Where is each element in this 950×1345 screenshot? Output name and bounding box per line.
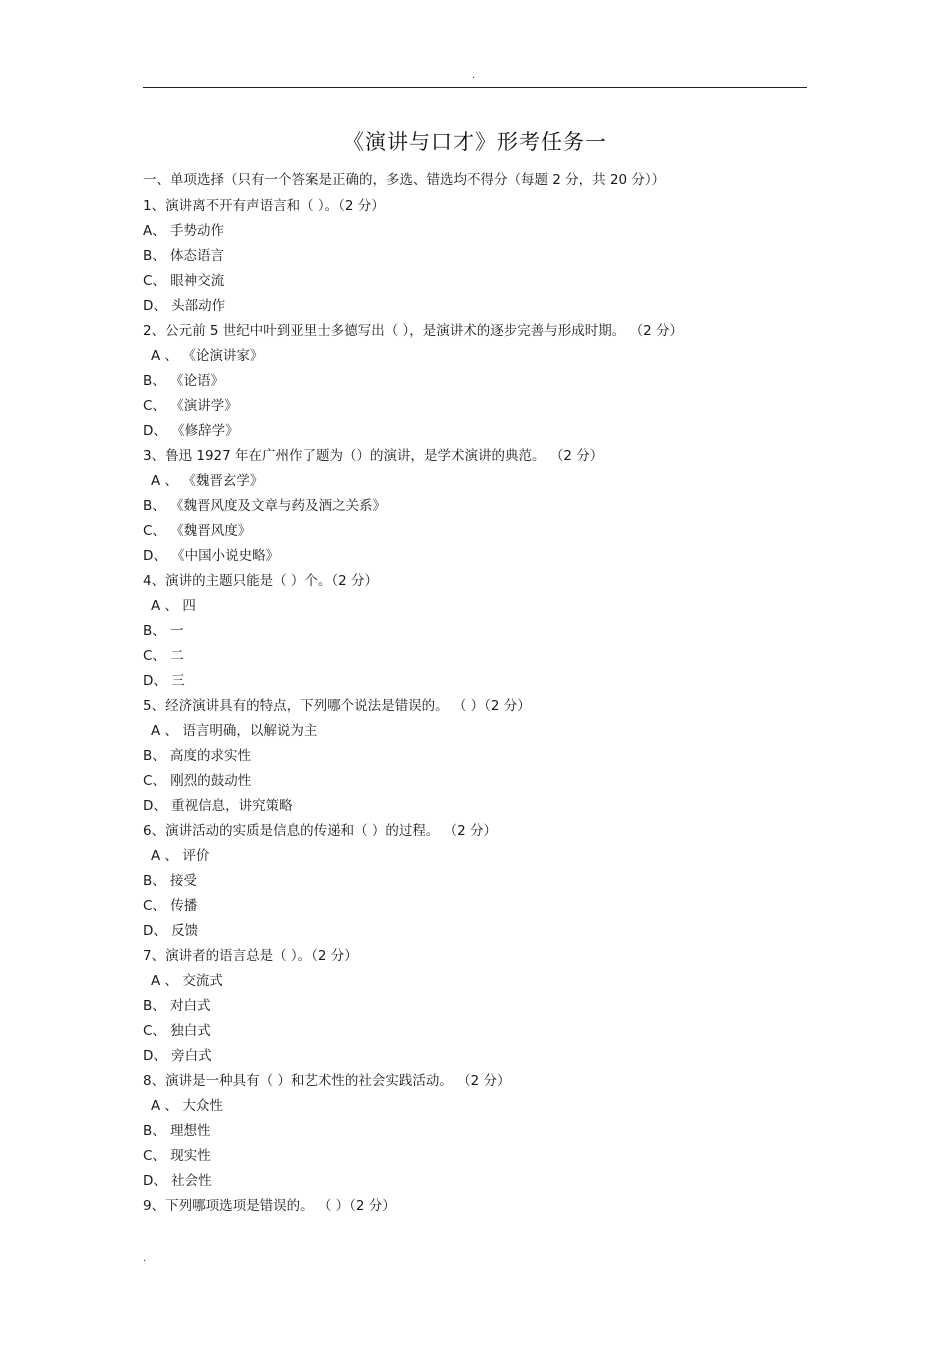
answer-option: D、 三 (143, 673, 185, 689)
question-stem: 5、经济演讲具有的特点，下列哪个说法是错误的。 （ ）（2 分） (143, 698, 531, 714)
answer-option: C、 现实性 (143, 1148, 211, 1164)
answer-option: B、 一 (143, 623, 184, 639)
answer-option: C、 独白式 (143, 1023, 211, 1039)
answer-option: C、 《演讲学》 (143, 398, 238, 414)
answer-option: B、 接受 (143, 873, 198, 889)
answer-option: B、 体态语言 (143, 248, 225, 264)
question-list (143, 195, 823, 1220)
question-stem: 4、演讲的主题只能是（ ）个。（2 分） (143, 573, 379, 589)
answer-option: A 、 大众性 (151, 1098, 223, 1114)
answer-option: C、 《魏晋风度》 (143, 523, 252, 539)
section-heading: 一、单项选择（只有一个答案是正确的，多选、错选均不得分（每题 2 分，共 20 分）） (143, 172, 666, 188)
answer-option: C、 二 (143, 648, 184, 664)
question-stem: 7、演讲者的语言总是（ ）。（2 分） (143, 948, 358, 964)
answer-option: A 、 四 (151, 598, 196, 614)
answer-option: D、 重视信息，讲究策略 (143, 798, 293, 814)
answer-option: D、 《修辞学》 (143, 423, 239, 439)
answer-option: D、 旁白式 (143, 1048, 212, 1064)
header-dot: . (472, 70, 476, 81)
question-stem: 3、鲁迅 1927 年在广州作了题为（）的演讲，是学术演讲的典范。 （2 分） (143, 448, 604, 464)
answer-option: A 、 《魏晋玄学》 (151, 473, 264, 489)
answer-option: A 、 评价 (151, 848, 210, 864)
answer-option: B、 高度的求实性 (143, 748, 252, 764)
answer-option: A、 手势动作 (143, 223, 225, 239)
page-title: 《演讲与口才》形考任务一 (343, 130, 607, 154)
question-stem: 1、演讲离不开有声语言和（ ）。（2 分） (143, 198, 385, 214)
answer-option: A 、 语言明确，以解说为主 (151, 723, 318, 739)
answer-option: D、 反馈 (143, 923, 199, 939)
answer-option: B、 对白式 (143, 998, 211, 1014)
header-rule (143, 87, 807, 88)
answer-option: C、 眼神交流 (143, 273, 225, 289)
answer-option: A 、 《论演讲家》 (151, 348, 264, 364)
answer-option: C、 传播 (143, 898, 198, 914)
question-stem: 6、演讲活动的实质是信息的传递和（ ）的过程。 （2 分） (143, 823, 498, 839)
answer-option: D、 《中国小说史略》 (143, 548, 280, 564)
question-stem: 8、演讲是一种具有（ ）和艺术性的社会实践活动。 （2 分） (143, 1073, 511, 1089)
footer-dot: . (143, 1253, 147, 1264)
answer-option: B、 《论语》 (143, 373, 225, 389)
question-stem: 2、公元前 5 世纪中叶到亚里士多德写出（ ），是演讲术的逐步完善与形成时期。 （2 分） (143, 323, 683, 339)
answer-option: C、 刚烈的鼓动性 (143, 773, 252, 789)
answer-option: B、 理想性 (143, 1123, 211, 1139)
answer-option: D、 头部动作 (143, 298, 226, 314)
answer-option: B、 《魏晋风度及文章与药及酒之关系》 (143, 498, 387, 514)
answer-option: A 、 交流式 (151, 973, 223, 989)
answer-option: D、 社会性 (143, 1173, 212, 1189)
question-stem: 9、下列哪项选项是错误的。 （ ）（2 分） (143, 1198, 396, 1214)
